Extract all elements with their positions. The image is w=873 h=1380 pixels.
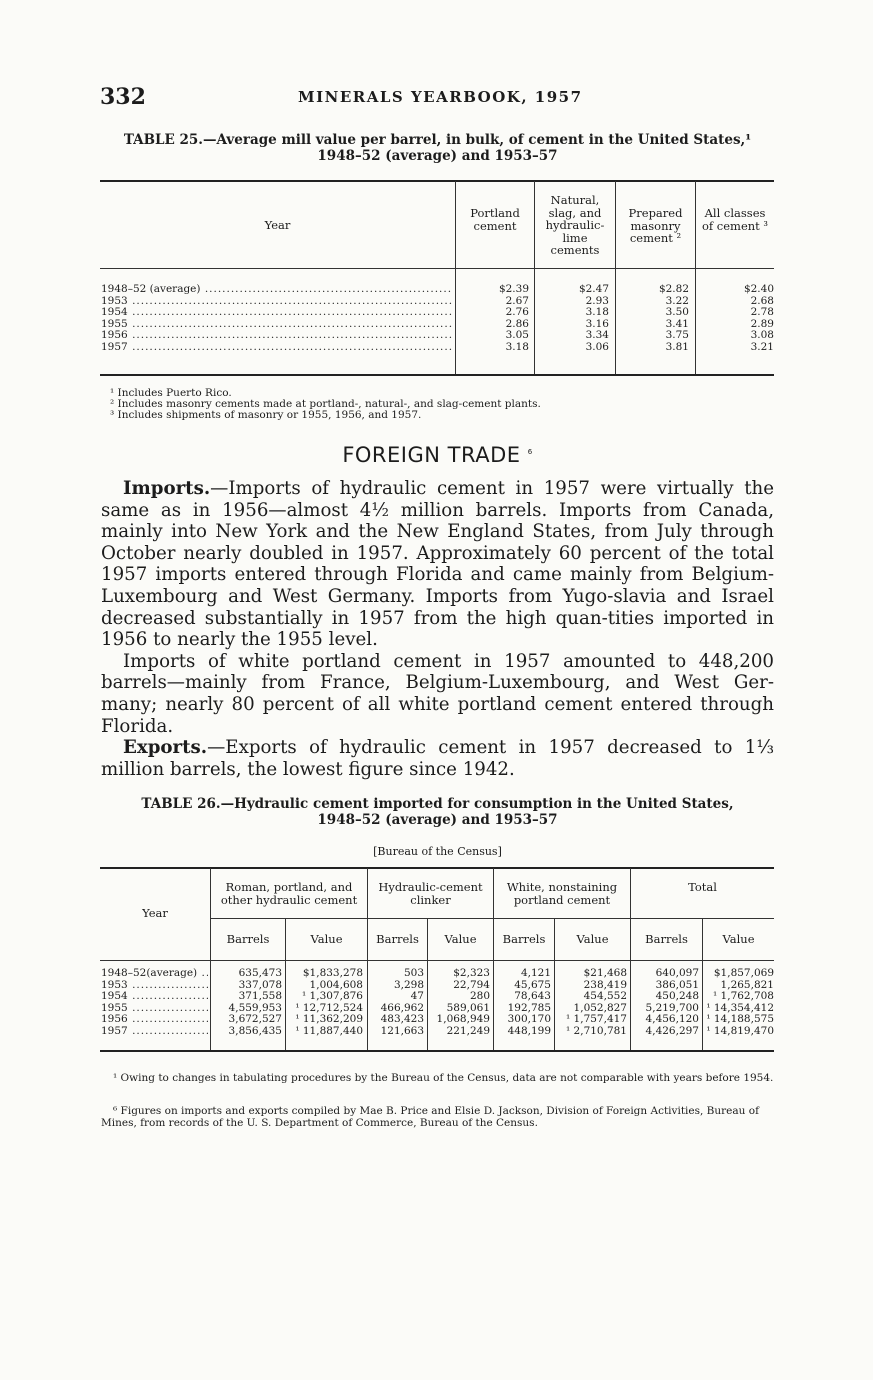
table-cell-prepared: $2.82 bbox=[658, 283, 689, 295]
col-group-roman: Roman, portland, and other hydraulic cement bbox=[220, 880, 358, 907]
col-header-barrels: Barrels bbox=[376, 932, 419, 946]
table-cell: ¹ 14,188,575 bbox=[706, 1013, 774, 1026]
table-row-label: 1957 ..... bbox=[101, 342, 453, 353]
table-cell: 47 bbox=[410, 990, 424, 1003]
table-row-label: 1953 ..... bbox=[101, 980, 208, 991]
table-cell: ¹ 1,762,708 bbox=[713, 990, 774, 1003]
table-cell: 4,121 bbox=[520, 967, 551, 979]
table-cell-prepared: 3.75 bbox=[665, 329, 689, 342]
col-header-portland: Portland cement bbox=[470, 206, 520, 233]
col-header-barrels: Barrels bbox=[226, 932, 270, 946]
col-header-value: Value bbox=[444, 932, 477, 946]
page-number: 332 bbox=[100, 84, 146, 110]
table-cell-prepared: 3.81 bbox=[665, 341, 689, 353]
table-cell: 300,170 bbox=[507, 1013, 551, 1026]
table-cell-all: 2.68 bbox=[750, 294, 774, 307]
table-cell: 4,559,953 bbox=[228, 1001, 282, 1014]
table-cell: ¹ 11,887,440 bbox=[295, 1025, 363, 1037]
table-cell: 238,419 bbox=[583, 978, 627, 991]
table-rule-bottom bbox=[100, 1050, 774, 1052]
table-26-footnote: ¹ Owing to changes in tabulating procedures by the Bureau of the Census, data are not comparable with years before 1954. bbox=[113, 1072, 774, 1084]
table-row-label: 1955 ..... bbox=[101, 319, 453, 330]
table-row-label: 1948–52(average) ..... bbox=[101, 968, 208, 979]
col-header-value: Value bbox=[310, 932, 343, 946]
table-cell: 3,298 bbox=[393, 978, 424, 991]
table-row-label: 1956 ..... bbox=[101, 330, 453, 341]
col-header-barrels: Barrels bbox=[645, 932, 688, 946]
table-cell: ¹ 1,307,876 bbox=[302, 990, 363, 1003]
col-group-clinker: Hydraulic-cement clinker bbox=[378, 880, 483, 907]
table-cell: 192,785 bbox=[507, 1001, 551, 1014]
table-cell: 280 bbox=[469, 990, 490, 1003]
table-cell-portland: 3.05 bbox=[505, 329, 529, 342]
running-head bbox=[100, 84, 775, 112]
table-cell: 221,249 bbox=[446, 1025, 490, 1037]
table-cell: 1,052,827 bbox=[573, 1001, 627, 1014]
table-cell: $2,323 bbox=[453, 967, 490, 979]
table-cell: 371,558 bbox=[238, 990, 282, 1003]
paragraph-imports: Imports.—Imports of hydraulic cement in 1957 were virtually the same as in 1956—almost 4½ million barrels. Imports from Canada, mainly into New York and the New England States, from July through October nearly doubled in 1957. Approximately 60 percent of the total 1957 imports entered through Florida and came mainly from Belgium-Luxembourg and West Germany. Imports from Yugo-slavia and Israel decreased substantially in 1957 from the high quan-tities imported in 1956 to nearly the 1955 level. bbox=[101, 478, 774, 651]
table-cell: ¹ 11,362,209 bbox=[295, 1013, 363, 1026]
table-cell: 1,068,949 bbox=[436, 1013, 490, 1026]
col-header-value: Value bbox=[722, 932, 755, 946]
table-row-label: 1956 ..... bbox=[101, 1014, 208, 1025]
table-cell-portland: 3.18 bbox=[505, 341, 529, 353]
footnote: ³ Includes shipments of masonry or 1955, 1956, and 1957. bbox=[110, 409, 422, 421]
paragraph-exports: Exports.—Exports of hydraulic cement in 1957 decreased to 1⅓ million barrels, the lowest figure since 1942. bbox=[101, 737, 774, 780]
table-cell-portland: $2.39 bbox=[498, 283, 529, 295]
footnote: ¹ Includes Puerto Rico. bbox=[110, 387, 232, 399]
col-header-prepared: Prepared masonry cement ² bbox=[628, 206, 683, 245]
table-cell: 635,473 bbox=[238, 967, 282, 979]
table-cell: 5,219,700 bbox=[645, 1001, 699, 1014]
col-header-barrels: Barrels bbox=[502, 932, 546, 946]
table-cell: 466,962 bbox=[380, 1001, 424, 1014]
table-rule-header bbox=[100, 268, 774, 269]
table-cell-all: $2.40 bbox=[743, 283, 774, 295]
table-cell: 589,061 bbox=[446, 1001, 490, 1014]
section-heading: FOREIGN TRADE $^6$ bbox=[342, 443, 533, 467]
footnote: ² Includes masonry cements made at portland-, natural-, and slag-cement plants. bbox=[110, 398, 541, 410]
table-cell: 78,643 bbox=[514, 990, 551, 1003]
table-rule-top bbox=[100, 180, 774, 182]
table-cell: $21,468 bbox=[583, 967, 627, 979]
col-group-total: Total bbox=[688, 880, 717, 894]
table-cell: 4,426,297 bbox=[645, 1025, 699, 1037]
table-cell: 483,423 bbox=[380, 1013, 424, 1026]
table-row-label: 1954 ..... bbox=[101, 307, 453, 318]
table-cell: 1,265,821 bbox=[720, 978, 774, 991]
table-cell: ¹ 2,710,781 bbox=[566, 1025, 627, 1037]
table-cell: 503 bbox=[403, 967, 424, 979]
table-cell-natural: 3.34 bbox=[585, 329, 609, 342]
table-cell: ¹ 1,757,417 bbox=[566, 1013, 627, 1026]
table-cell: 448,199 bbox=[507, 1025, 551, 1037]
table-cell: 22,794 bbox=[453, 978, 490, 991]
table-cell: 4,456,120 bbox=[645, 1013, 699, 1026]
table-rule-bottom bbox=[100, 374, 774, 376]
table-cell: 3,672,527 bbox=[228, 1013, 282, 1026]
table-cell-natural: $2.47 bbox=[578, 283, 609, 295]
footnote-reference: 6 bbox=[527, 448, 533, 456]
table-cell-natural: 2.93 bbox=[585, 294, 609, 307]
table-cell: 1,004,608 bbox=[309, 978, 363, 991]
table-cell: 450,248 bbox=[655, 990, 699, 1003]
table-cell: $1,833,278 bbox=[302, 967, 363, 979]
table-cell-all: 2.78 bbox=[750, 306, 774, 319]
table-cell: 454,552 bbox=[583, 990, 627, 1003]
col-group-white: White, nonstaining portland cement bbox=[506, 880, 618, 907]
body-text bbox=[101, 478, 774, 780]
table-row-label: 1953 ..... bbox=[101, 296, 453, 307]
table-cell: ¹ 12,712,524 bbox=[295, 1001, 363, 1014]
paragraph-white-portland: Imports of white portland cement in 1957 amounted to 448,200 barrels—mainly from France, Belgium-Luxembourg, and West Ger-many; nearly 80 percent of all white portland cement entered through Florida. bbox=[101, 650, 774, 737]
table-cell: 386,051 bbox=[655, 978, 699, 991]
table-cell: ¹ 14,354,412 bbox=[706, 1001, 774, 1014]
table-cell-portland: 2.86 bbox=[505, 317, 529, 330]
table-row-label: 1957 ..... bbox=[101, 1026, 208, 1037]
table-cell-natural: 3.06 bbox=[585, 341, 609, 353]
table-cell-natural: 3.16 bbox=[585, 317, 609, 330]
table-cell-prepared: 3.22 bbox=[665, 294, 689, 307]
page-footnote: ⁶ Figures on imports and exports compiled by Mae B. Price and Elsie D. Jackson, Division of Foreign Activities, Bureau of Mines, from records of the U. S. Department of Commerce, Bureau of the Census. bbox=[101, 1105, 759, 1129]
table-25-caption: TABLE 25.—Average mill value per barrel, in bulk, of cement in the United States,¹ 1948–52 (average) and 1953–57 bbox=[123, 132, 752, 164]
table-rule-header bbox=[100, 960, 774, 961]
table-cell: $1,857,069 bbox=[713, 967, 774, 979]
table-cell: 337,078 bbox=[238, 978, 282, 991]
table-cell-natural: 3.18 bbox=[585, 306, 609, 319]
col-header-year: Year bbox=[142, 906, 168, 920]
table-26-source: [Bureau of the Census] bbox=[373, 845, 502, 858]
table-cell-portland: 2.76 bbox=[505, 306, 529, 319]
col-header-value: Value bbox=[576, 932, 609, 946]
table-row-label: 1955 ..... bbox=[101, 1003, 208, 1014]
table-cell-all: 3.21 bbox=[750, 341, 774, 353]
table-cell: 121,663 bbox=[380, 1025, 424, 1037]
table-cell-all: 3.08 bbox=[750, 329, 774, 342]
table-cell: 45,675 bbox=[514, 978, 551, 991]
table-cell-prepared: 3.50 bbox=[665, 306, 689, 319]
table-cell-all: 2.89 bbox=[750, 317, 774, 330]
book-title: MINERALS YEARBOOK, 1957 bbox=[298, 88, 583, 106]
table-cell-portland: 2.67 bbox=[505, 294, 529, 307]
table-row-label: 1948–52 (average) ..... bbox=[101, 284, 453, 295]
table-row-label: 1954 ..... bbox=[101, 991, 208, 1002]
col-header-natural: Natural, slag, and hydraulic- lime cements bbox=[545, 193, 605, 257]
table-cell: 3,856,435 bbox=[228, 1025, 282, 1037]
col-header-all-classes: All classes of cement ³ bbox=[701, 206, 769, 233]
table-rule-top bbox=[100, 867, 774, 869]
col-header-year: Year bbox=[264, 218, 291, 232]
table-cell-prepared: 3.41 bbox=[665, 317, 689, 330]
table-26-caption: TABLE 26.—Hydraulic cement imported for consumption in the United States, 1948–52 (average) and 1953–57 bbox=[141, 796, 734, 828]
table-cell: 640,097 bbox=[655, 967, 699, 979]
table-cell: ¹ 14,819,470 bbox=[706, 1025, 774, 1037]
